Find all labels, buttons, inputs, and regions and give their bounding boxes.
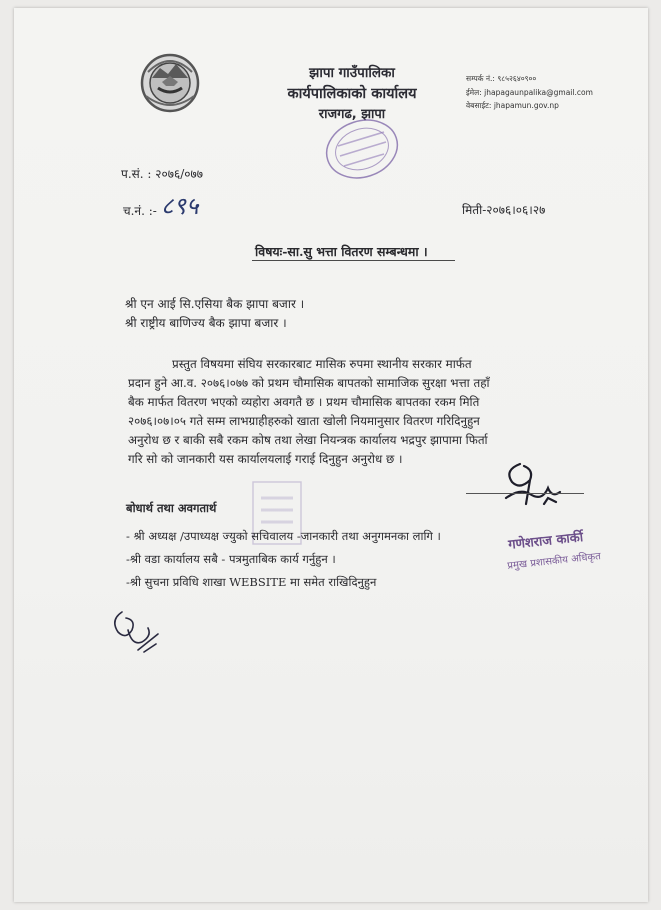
letter-page bbox=[14, 8, 648, 902]
body-line: २०७६।०७।०५ गते सम्म लाभग्राहीहरुको खाता खोली नियमानुसार वितरण गरिदिनुहुन bbox=[128, 414, 480, 428]
patra-sankhya: प.सं. : २०७६/०७७ bbox=[121, 167, 203, 181]
office-name: कार्यपालिकाको कार्यालय bbox=[287, 86, 417, 102]
cc-line: -श्री सुचना प्रविधि शाखा WEBSITE मा समेत राखिदिनुहुन bbox=[126, 575, 377, 589]
org-name: झापा गाउँपालिका bbox=[309, 65, 395, 81]
body-line: गरि सो को जानकारी यस कार्यालयलाई गराई दिनुहुन अनुरोध छ । bbox=[128, 452, 403, 466]
addressee-line: श्री एन आई सि.एसिया बैक झापा बजार । bbox=[125, 297, 305, 311]
letter-date: मिती-२०७६।०६।२७ bbox=[462, 203, 546, 217]
body-line: प्रदान हुने आ.व. २०७६।०७७ को प्रथम चौमासिक बापतको सामाजिक सुरक्षा भत्ता तहाँ bbox=[128, 376, 490, 390]
office-location: राजगढ, झापा bbox=[318, 107, 386, 122]
signatory-name-stamp: गणेशराज कार्की bbox=[507, 530, 584, 553]
contact-website: वेबसाईट: jhapamun.gov.np bbox=[466, 101, 559, 110]
letter-subject: विषयः-सा.सु भत्ता वितरण सम्बन्धमा । bbox=[255, 244, 428, 259]
signature-line bbox=[466, 493, 584, 494]
handwritten-initial bbox=[108, 606, 162, 658]
cc-heading: बोधार्थ तथा अवगतार्थ bbox=[126, 501, 217, 515]
chalani-number-handwritten: ८९५ bbox=[161, 192, 199, 220]
addressee-line: श्री राष्ट्रीय बाणिज्य बैक झापा बजार । bbox=[125, 316, 287, 330]
office-seal-stamp bbox=[322, 116, 402, 182]
body-line: अनुरोध छ र बाकी सबै रकम कोष तथा लेखा नियन्त्रक कार्यालय भद्रपुर झापामा फिर्ता bbox=[128, 433, 488, 447]
body-line: प्रस्तुत विषयमा संघिय सरकारबाट मासिक रुपमा स्थानीय सरकार मार्फत bbox=[172, 357, 472, 371]
contact-email: ईमेल: jhapagaunpalika@gmail.com bbox=[466, 88, 593, 97]
signatory-title-stamp: प्रमुख प्रशासकीय अधिकृत bbox=[506, 551, 602, 572]
cc-line: -श्री वडा कार्यालय सबै - पत्रमुताबिक कार्य गर्नुहुन । bbox=[126, 552, 336, 566]
nepal-emblem-logo bbox=[138, 52, 202, 114]
cc-line: - श्री अध्यक्ष /उपाध्यक्ष ज्युको सचिवालय -जानकारी तथा अनुगमनका लागि । bbox=[126, 529, 441, 543]
subject-underline bbox=[252, 260, 455, 261]
body-line: बैक मार्फत वितरण भएको व्यहोरा अवगतै छ । प्रथम चौमासिक बापतका रकम मिति bbox=[128, 395, 480, 409]
handwritten-signature bbox=[490, 458, 576, 524]
contact-phone: सम्पर्क नं.: ९८५२६४०९०० bbox=[466, 74, 537, 83]
chalani-label: च.नं. :- bbox=[123, 204, 157, 218]
